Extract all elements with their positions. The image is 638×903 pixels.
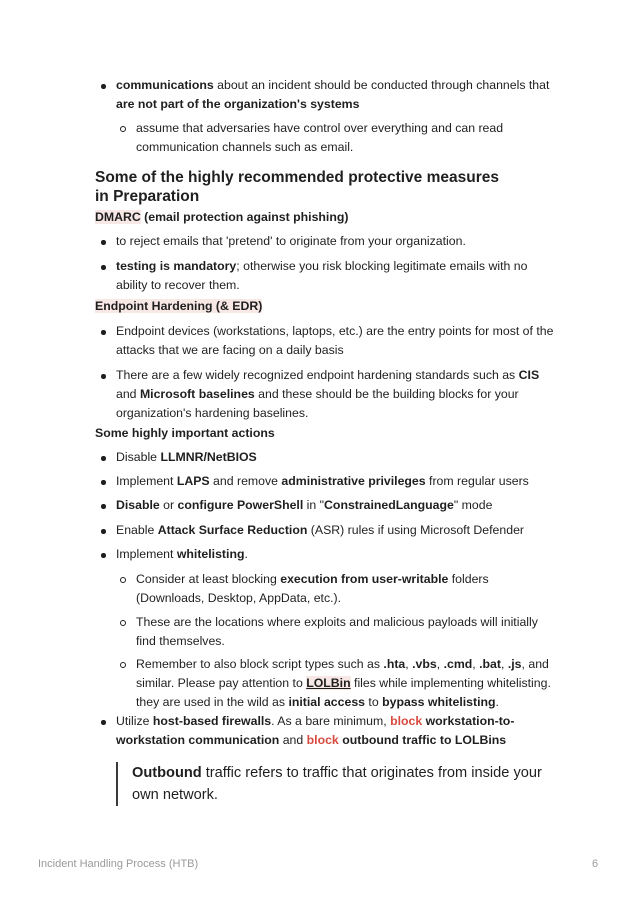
dmarc-list <box>96 232 556 251</box>
edr-list <box>96 322 556 360</box>
list-item: Remember to also block script types such as .hta, .vbs, .cmd, .bat, .js, and similar. Please pay attention to LOLBin files while implementing whitelisting. they are used in the wild as initial access to bypass whitelisting. <box>116 655 556 712</box>
footer-title: Incident Handling Process (HTB) <box>38 858 199 870</box>
actions-list-5 <box>96 545 556 564</box>
whitelisting-sublist-3 <box>116 655 556 712</box>
whitelisting-sublist-1 <box>116 570 556 608</box>
list-item: communications about an incident should be conducted through channels that are not part of the organization's systems <box>96 76 556 114</box>
dmarc-subheading: DMARC (email protection against phishing) <box>95 210 349 224</box>
actions-list-4 <box>96 521 556 540</box>
list-item: to reject emails that 'pretend' to originate from your organization. <box>96 232 556 251</box>
actions-list-2 <box>96 472 556 491</box>
communications-list <box>96 76 556 114</box>
page-number: 6 <box>592 858 599 870</box>
list-item: Utilize host-based firewalls. As a bare minimum, block workstation-to-workstation communication and block outbound traffic to LOLBins <box>96 712 566 750</box>
list-item: Disable or configure PowerShell in "ConstrainedLanguage" mode <box>96 496 556 515</box>
actions-list-3 <box>96 496 556 515</box>
edr-list-2 <box>96 366 556 423</box>
lolbin-link[interactable]: LOLBin <box>306 676 351 690</box>
outbound-blockquote: Outbound traffic refers to traffic that originates from inside your own network. <box>116 762 562 806</box>
actions-list-1 <box>96 448 556 467</box>
list-item: assume that adversaries have control over everything and can read communication channels such as email. <box>116 119 556 157</box>
section-heading: Some of the highly recommended protective measures in Preparation <box>95 169 499 205</box>
list-item: These are the locations where exploits and malicious payloads will initially find themselves. <box>116 613 556 651</box>
list-item: Endpoint devices (workstations, laptops, etc.) are the entry points for most of the attacks that we are facing on a daily basis <box>96 322 556 360</box>
list-item: Implement whitelisting. <box>96 545 556 564</box>
communications-sublist <box>116 119 556 157</box>
list-item: testing is mandatory; otherwise you risk blocking legitimate emails with no ability to recover them. <box>96 257 556 295</box>
list-item: Consider at least blocking execution from user-writable folders (Downloads, Desktop, AppData, etc.). <box>116 570 556 608</box>
whitelisting-sublist-2 <box>116 613 556 651</box>
list-item: Implement LAPS and remove administrative privileges from regular users <box>96 472 556 491</box>
actions-subheading: Some highly important actions <box>95 426 275 440</box>
list-item: There are a few widely recognized endpoint hardening standards such as CIS and Microsoft baselines and these should be the building blocks for your organization's hardening baselines. <box>96 366 556 423</box>
dmarc-list-2 <box>96 257 556 295</box>
list-item: Enable Attack Surface Reduction (ASR) rules if using Microsoft Defender <box>96 521 556 540</box>
list-item: Disable LLMNR/NetBIOS <box>96 448 556 467</box>
edr-subheading: Endpoint Hardening (& EDR) <box>95 299 263 313</box>
actions-list-6 <box>96 712 566 750</box>
